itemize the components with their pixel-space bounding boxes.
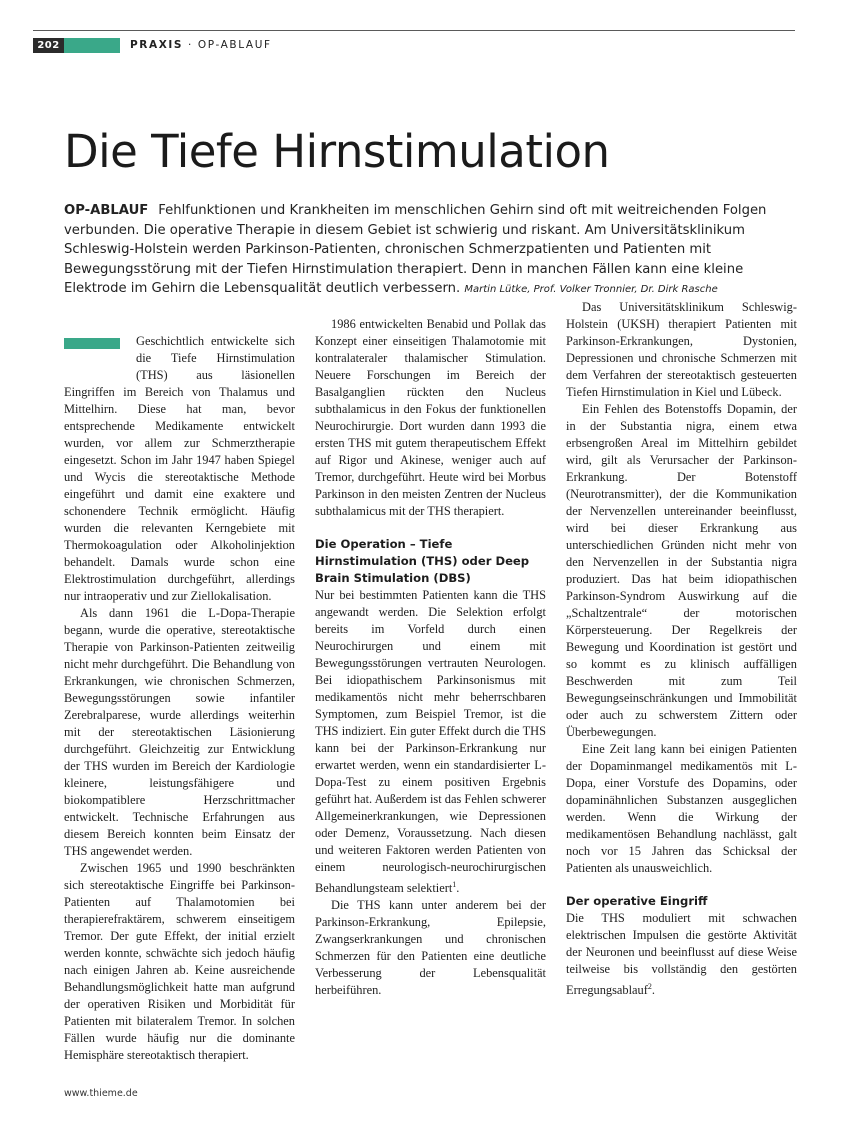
body-paragraph — [566, 910, 797, 999]
footer-url[interactable]: www.thieme.de — [64, 1088, 138, 1099]
section-separator: · — [183, 39, 198, 51]
header-accent-bar — [64, 38, 120, 53]
lead-keyword: OP-ABLAUF — [64, 203, 149, 218]
sentence-end: . — [456, 881, 460, 896]
body-paragraph: Ein Fehlen des Botenstoffs Dopamin, der in der Substantia nigra, einem etwa erbsengroßen Areal im Mittelhirn gebildet wird, gilt als Verursacher der Parkinson-Erkrankung. Der Botenstoff (Neurotransmitter), der die Kommunikation der Nervenzellen untereinander beeinflusst, wird bei dieser Erkrankung aus unterschiedlichen Gründen nicht mehr von den Nervenzellen in der Substantia nigra produziert. Das hat beim idiopathischen Parkinson-Syndrom Auswirkung auf die „Schaltzentrale“ der motorischen Körpersteuerung. Der Regelkreis der Bewegung und Koordination ist gestört und so kommt es zu klinisch auffälligen Beschwerden mit zum Teil Bewegungseinschränkungen und Immobilität oder auch zu schwerstem Zittern oder Überbewegungen. — [566, 402, 797, 739]
footnote-ref: 1 — [452, 880, 457, 889]
body-paragraph-text: Nur bei bestimmten Patienten kann die THS angewandt werden. Die Selektion erfolgt bereits im Vorfeld durch einen Neurochirurgen und einem mit Bewegungsstörungen vertrauten Neurologen. Bei idiopathischem Parkinsonismus mit medikamentös nicht mehr beherrschbaren Symptomen, zum Beispiel Tremor, ist die THS indiziert. Ein guter Effekt durch die THS kann bei der Parkinson-Erkrankung nur erwartet werden, wenn ein standardisierter L-Dopa-Test zu einem positiven Ergebnis geführt hat. Außerdem ist das Fehlen schwerer Allgemeinerkrankungen, wie Depressionen oder Demenz, Voraussetzung. Nach diesen und weiteren Faktoren werden Patienten von einem neurologisch-neurochirurgischen Behandlungsteam selektiert — [315, 588, 546, 896]
section-name: PRAXIS — [130, 39, 184, 51]
body-paragraph: Das Universitätsklinikum Schleswig-Holstein (UKSH) therapiert Patienten mit Parkinson-Erkrankungen, Dystonien, Depressionen und chronische Schmerzen mit dem Verfahren der stereotaktisch gesteuerten Tiefen Hirnstimulation in Kiel und Lübeck. — [566, 300, 797, 399]
footnote-ref: 2 — [647, 982, 652, 991]
text-column-3 — [566, 299, 797, 999]
lead-text: Fehlfunktionen und Krankheiten im menschlichen Gehirn sind oft mit weitreichenden Folgen verbunden. Die operative Therapie in diesem Gebiet ist schwierig und riskant. Am Universitätsklinikum Schleswig-Holstein werden Parkinson-Patienten, chronischen Schmerzpatienten und Patienten mit Bewegungsstörung mit der Tiefen Hirnstimulation therapiert. Denn in manchen Fällen kann eine kleine Elektrode im Gehirn die Lebensqualität deutlich verbessern. — [64, 203, 767, 297]
text-column-2 — [315, 316, 546, 999]
top-rule — [33, 30, 795, 31]
body-paragraph: Als dann 1961 die L-Dopa-Therapie begann, wurde die operative, stereotaktische Therapie von Parkinson-Patienten zeitweilig nicht mehr durchgeführt. Die Behandlung von Erkrankungen, wie chronischen Schmerzen, Bewegungsstörungen sowie infantiler Zerebralparese, wurde allerdings weiterhin mit der stereotaktischen Läsionierung durchgeführt. Gleichzeitig zur Entwicklung der THS wurden im Bereich der Kardiologie kleinere, leistungsfähigere und biokompatiblere Herzschrittmacher entwickelt. Technische Erfahrungen aus diesem Bereich konnten beim Einsatz der THS angewendet werden. — [64, 606, 295, 858]
body-paragraph: Geschichtlich entwickelte sich die Tiefe Hirnstimulation (THS) aus läsionellen Eingriffen im Bereich von Thalamus und Mittelhirn. Diese hat man, bevor entsprechende Medikamente entwickelt wurden, vor allem zur Schmerztherapie eingesetzt. Schon im Jahr 1947 haben Spiegel und Wycis die stereotaktische Methode eingeführt und damit eine exaktere und schonendere Technik ermöglicht. Häufig wurden die relevanten Kerngebiete mit Thermokoagulation oder Alkoholinjektion behandelt. Damals wurde schon eine Elektrostimulation durchgeführt, allerdings nur intraoperativ und zur Ziellokalisation. — [64, 334, 295, 603]
text-column-1 — [64, 333, 295, 1064]
article-title: Die Tiefe Hirnstimulation — [64, 125, 610, 178]
subheading-operation: Die Operation – Tiefe Hirnstimulation (THS) oder Deep Brain Stimulation (DBS) — [315, 537, 530, 585]
body-paragraph-text: Die THS moduliert mit schwachen elektrischen Impulsen die gestörte Aktivität der Neuronen und beeinflusst auf diese Weise teilweise bis vollständig den gestörten Erregungsablauf — [566, 911, 797, 998]
body-paragraph: Die THS kann unter anderem bei der Parkinson-Erkrankung, Epilepsie, Zwangserkrankungen und chronischen Schmerzen für den Patienten eine deutliche Verbesserung der Lebensqualität herbeiführen. — [315, 898, 546, 998]
body-paragraph: Eine Zeit lang kann bei einigen Patienten der Dopaminmangel medikamentös mit L-Dopa, einer Vorstufe des Dopamins, oder dopaminähnlichen Substanzen ausgeglichen werden. Wenn die Wirkung der medikamentösen Behandlung nachlässt, galt noch vor 15 Jahren das Schicksal der Patienten als unausweichlich. — [566, 742, 797, 875]
page-number: 202 — [33, 38, 64, 53]
body-paragraph — [315, 587, 546, 897]
subsection-name: OP-ABLAUF — [197, 39, 272, 51]
section-label — [130, 38, 272, 53]
article-lead — [64, 201, 794, 300]
article-authors: Martin Lütke, Prof. Volker Tronnier, Dr. Dirk Rasche — [464, 284, 718, 296]
body-paragraph: Zwischen 1965 und 1990 beschränkten sich stereotaktische Eingriffe bei Parkinson-Patienten auf Thalamotomien bei therapierefraktärem, schwerem einseitigem Tremor. Der gute Effekt, der initial erzielt werden konnte, schwächte sich jedoch häufig nach einigen Jahren ab. Keine ausreichende Behandlungsmöglichkeit hatte man aufgrund der operativen Risiken und Morbidität für Patienten mit bilateralem Tremor. In solchen Fällen wurde häufig nur die dominante Hemisphäre stereotaktisch therapiert. — [64, 861, 295, 1062]
sentence-end: . — [651, 983, 655, 998]
subheading-eingriff: Der operative Eingriff — [566, 894, 708, 908]
body-paragraph: 1986 entwickelten Benabid und Pollak das Konzept einer einseitigen Thalamotomie mit kontralateraler thalamischer Stimulation. Neuere Forschungen im Bereich der Basalganglien rückten den Nucleus subthalamicus in den Fokus der funktionellen Neurochirurgie. Dort wurden dann 1993 die ersten THS mit gutem therapeutischem Effekt auf Rigor und Akinese, weniger auch auf Tremor, durchgeführt. Heute wird bei Morbus Parkinson in den meisten Zentren der Nucleus subthalamicus mit der THS therapiert. — [315, 317, 546, 518]
intro-accent-bar — [64, 338, 120, 349]
